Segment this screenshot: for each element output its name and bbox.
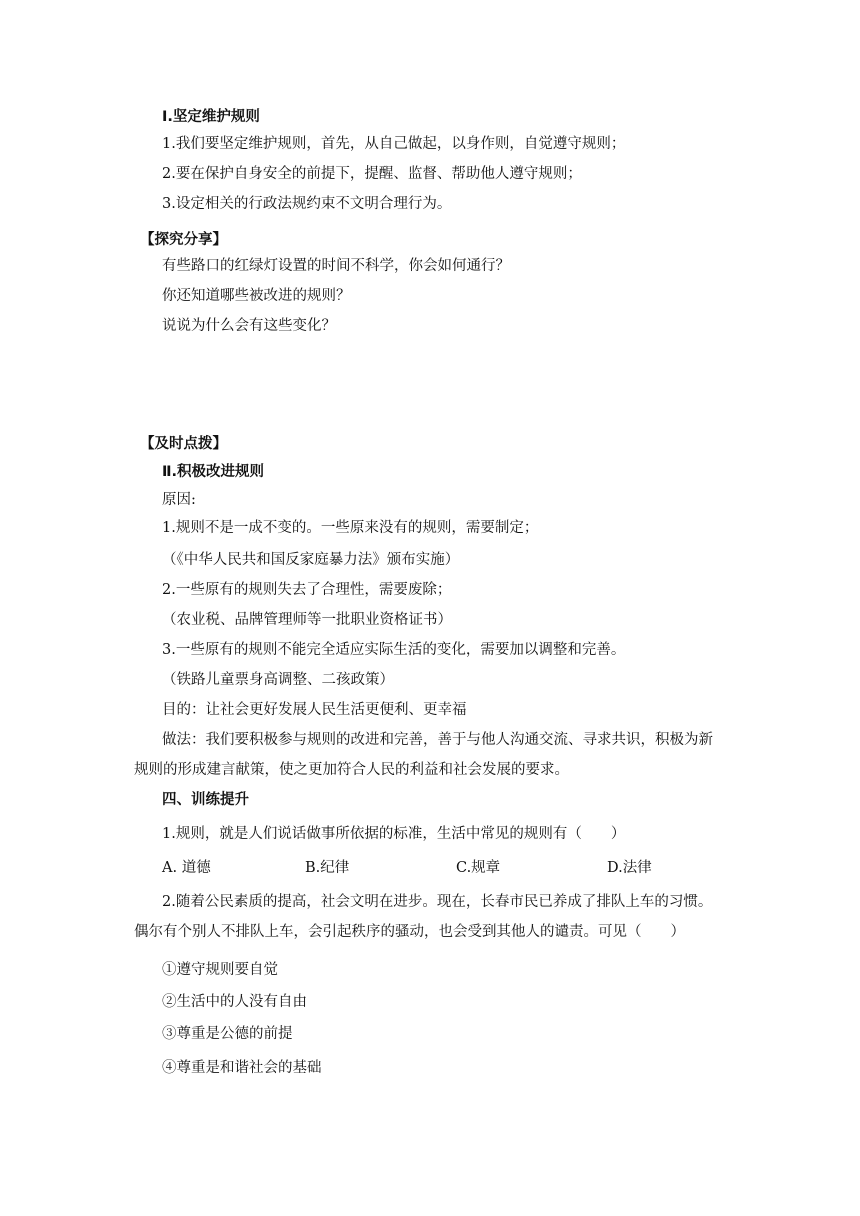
tips-heading: 【及时点拨】 — [140, 436, 227, 452]
reason-line-2: 2.一些原有的规则失去了合理性，需要废除； — [162, 582, 452, 598]
reason-example-2: （农业税、品牌管理师等一批职业资格证书） — [162, 612, 452, 628]
method-line-1: 做法：我们要积极参与规则的改进和完善，善于与他人沟通交流、寻求共识，积极为新 — [162, 732, 713, 748]
question-1-stem: 1.规则，就是人们说话做事所依据的标准，生活中常见的规则有（ ） — [162, 826, 626, 842]
section1-item-3: 3.设定相关的行政法规约束不文明合理行为。 — [162, 196, 452, 212]
explore-question-2: 你还知道哪些被改进的规则？ — [162, 288, 351, 304]
reason-line-1: 1.规则不是一成不变的。一些原来没有的规则，需要制定； — [162, 520, 539, 536]
question-1-option-b: B.纪律 — [305, 860, 350, 876]
section-heading-maintain-rules: Ⅰ.坚定维护规则 — [162, 109, 260, 125]
question-2-choice-2: ②生活中的人没有自由 — [162, 994, 307, 1010]
question-2-stem-line-1: 2.随着公民素质的提高，社会文明在进步。现在，长春市民已养成了排队上车的习惯。 — [162, 894, 713, 910]
section1-item-2: 2.要在保护自身安全的前提下，提醒、监督、帮助他人遵守规则； — [162, 166, 582, 182]
reason-example-3: （铁路儿童票身高调整、二孩政策） — [162, 672, 394, 688]
section1-item-1: 1.我们要坚定维护规则，首先，从自己做起，以身作则，自觉遵守规则； — [162, 136, 626, 152]
question-1-option-c: C.规章 — [456, 860, 501, 876]
explore-question-3: 说说为什么会有这些变化？ — [162, 318, 336, 334]
question-2-stem-line-2: 偶尔有个别人不排队上车，会引起秩序的骚动，也会受到其他人的谴责。可见（ ） — [134, 924, 685, 940]
question-1-option-d: D.法律 — [607, 860, 652, 876]
question-2-choice-3: ③尊重是公德的前提 — [162, 1026, 293, 1042]
question-2-choice-1: ①遵守规则要自觉 — [162, 962, 278, 978]
question-1-option-a: A. 道德 — [162, 860, 211, 876]
explore-question-1: 有些路口的红绿灯设置的时间不科学，你会如何通行？ — [162, 258, 510, 274]
question-2-choice-4: ④尊重是和谐社会的基础 — [162, 1060, 322, 1076]
purpose-line: 目的：让社会更好发展人民生活更便利、更幸福 — [162, 702, 467, 718]
training-heading: 四、训练提升 — [162, 792, 249, 808]
reason-line-3: 3.一些原有的规则不能完全适应实际生活的变化，需要加以调整和完善。 — [162, 642, 626, 658]
reason-example-1: （《中华人民共和国反家庭暴力法》颁布实施） — [162, 552, 460, 568]
method-line-2: 规则的形成建言献策，使之更加符合人民的利益和社会发展的要求。 — [134, 762, 569, 778]
section-heading-improve-rules: Ⅱ.积极改进规则 — [162, 464, 265, 480]
explore-heading: 【探究分享】 — [140, 232, 227, 248]
reason-label: 原因: — [162, 492, 196, 508]
